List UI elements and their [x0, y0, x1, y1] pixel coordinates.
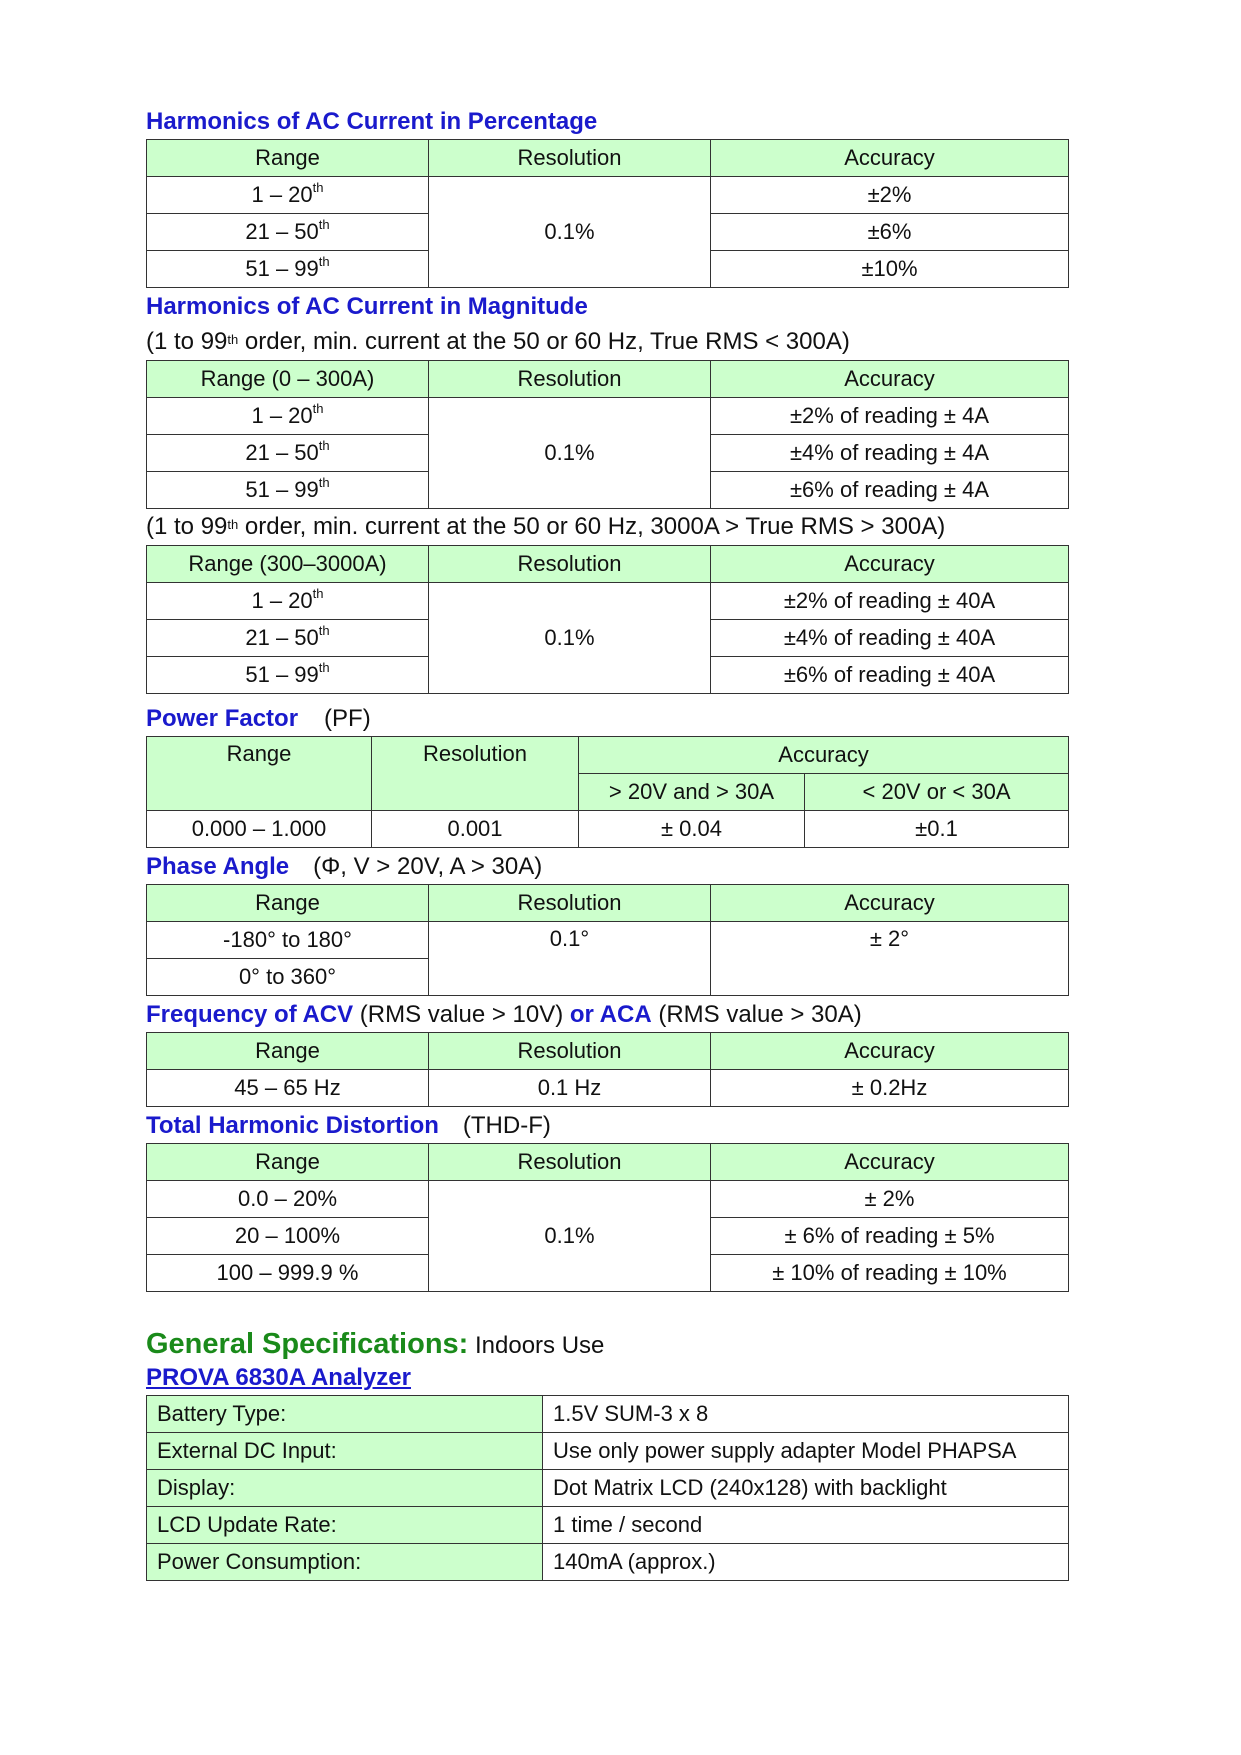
accuracy-cell: ±6% of reading ± 4A — [711, 472, 1069, 509]
accuracy-cell: ± 2° — [711, 922, 1069, 996]
range-cell: 1 – 20th — [147, 398, 429, 435]
accuracy-cell: ±10% — [711, 251, 1069, 288]
table-row — [147, 177, 1069, 214]
table-header-row — [147, 1033, 1069, 1070]
header-cell: Accuracy — [711, 1033, 1069, 1070]
phase-angle-heading: Phase Angle (Φ, V > 20V, A > 30A) — [146, 853, 543, 880]
header-cell: Resolution — [429, 140, 711, 177]
frequency-table — [146, 1032, 1069, 1107]
table-row — [147, 1433, 1069, 1470]
accuracy-cell: ±2% — [711, 177, 1069, 214]
table-header-row — [147, 140, 1069, 177]
table-row — [147, 1544, 1069, 1581]
accuracy-cell: ±4% of reading ± 40A — [711, 620, 1069, 657]
table-row — [147, 1181, 1069, 1218]
header-cell: Range — [147, 737, 372, 811]
table-row — [147, 398, 1069, 435]
resolution-cell: 0.001 — [372, 811, 579, 848]
resolution-cell: 0.1% — [429, 1181, 711, 1292]
accuracy-cell: ±0.1 — [805, 811, 1069, 848]
spec-page — [146, 105, 1068, 1581]
accuracy-cell: ±6% — [711, 214, 1069, 251]
harmonics-percentage-heading: Harmonics of AC Current in Percentage — [146, 108, 598, 135]
table-row — [147, 1507, 1069, 1544]
product-link[interactable]: PROVA 6830A Analyzer — [146, 1364, 411, 1391]
general-specs-heading: General Specifications: Indoors Use — [146, 1328, 605, 1360]
general-specs-table — [146, 1395, 1069, 1581]
range-cell: 0.000 – 1.000 — [147, 811, 372, 848]
table-header-row — [147, 546, 1069, 583]
resolution-cell: 0.1% — [429, 583, 711, 694]
subheader-cell: < 20V or < 30A — [805, 774, 1069, 811]
frequency-heading: Frequency of ACV (RMS value > 10V) or ACA (RMS value > 30A) — [146, 1001, 862, 1028]
spec-value: 1.5V SUM-3 x 8 — [543, 1396, 1069, 1433]
header-cell: Resolution — [429, 885, 711, 922]
accuracy-cell: ± 6% of reading ± 5% — [711, 1218, 1069, 1255]
magnitude-note-high: (1 to 99th order, min. current at the 50 or 60 Hz, 3000A > True RMS > 300A) — [146, 513, 946, 540]
resolution-cell: 0.1 Hz — [429, 1070, 711, 1107]
range-cell: 51 – 99th — [147, 657, 429, 694]
spec-value: 140mA (approx.) — [543, 1544, 1069, 1581]
header-cell: Resolution — [429, 546, 711, 583]
resolution-cell: 0.1° — [429, 922, 711, 996]
range-cell: 0.0 – 20% — [147, 1181, 429, 1218]
accuracy-cell: ± 0.04 — [579, 811, 805, 848]
spec-label: External DC Input: — [147, 1433, 543, 1470]
spec-value: 1 time / second — [543, 1507, 1069, 1544]
header-cell: Accuracy — [579, 737, 1069, 774]
range-cell: 45 – 65 Hz — [147, 1070, 429, 1107]
spec-value: Dot Matrix LCD (240x128) with backlight — [543, 1470, 1069, 1507]
header-cell: Resolution — [372, 737, 579, 811]
header-cell: Resolution — [429, 361, 711, 398]
harmonics-percentage-table — [146, 139, 1069, 288]
header-cell: Accuracy — [711, 1144, 1069, 1181]
accuracy-cell: ±2% of reading ± 4A — [711, 398, 1069, 435]
header-cell: Range — [147, 140, 429, 177]
harmonics-magnitude-low-table — [146, 360, 1069, 509]
header-cell: Accuracy — [711, 140, 1069, 177]
range-cell: 100 – 999.9 % — [147, 1255, 429, 1292]
accuracy-cell: ± 2% — [711, 1181, 1069, 1218]
resolution-cell: 0.1% — [429, 177, 711, 288]
header-cell: Resolution — [429, 1144, 711, 1181]
range-cell: 21 – 50th — [147, 214, 429, 251]
table-header-row — [147, 1144, 1069, 1181]
range-cell: 1 – 20th — [147, 583, 429, 620]
power-factor-table — [146, 736, 1069, 848]
table-row — [147, 811, 1069, 848]
thd-heading: Total Harmonic Distortion (THD-F) — [146, 1112, 551, 1139]
table-row — [147, 1070, 1069, 1107]
header-cell: Range — [147, 1033, 429, 1070]
magnitude-note-low: (1 to 99th order, min. current at the 50 or 60 Hz, True RMS < 300A) — [146, 328, 850, 355]
header-cell: Accuracy — [711, 885, 1069, 922]
harmonics-magnitude-high-table — [146, 545, 1069, 694]
table-row — [147, 1470, 1069, 1507]
accuracy-cell: ±6% of reading ± 40A — [711, 657, 1069, 694]
range-cell: 0° to 360° — [147, 959, 429, 996]
table-header-row — [147, 737, 1069, 774]
spec-value: Use only power supply adapter Model PHAPSA — [543, 1433, 1069, 1470]
accuracy-cell: ±4% of reading ± 4A — [711, 435, 1069, 472]
header-cell: Range (300–3000A) — [147, 546, 429, 583]
resolution-cell: 0.1% — [429, 398, 711, 509]
range-cell: 21 – 50th — [147, 620, 429, 657]
spec-label: Display: — [147, 1470, 543, 1507]
harmonics-magnitude-heading: Harmonics of AC Current in Magnitude — [146, 293, 588, 320]
table-row — [147, 922, 1069, 959]
range-cell: 21 – 50th — [147, 435, 429, 472]
range-cell: 51 – 99th — [147, 251, 429, 288]
header-cell: Range (0 – 300A) — [147, 361, 429, 398]
header-cell: Resolution — [429, 1033, 711, 1070]
thd-table — [146, 1143, 1069, 1292]
table-header-row — [147, 361, 1069, 398]
table-header-row — [147, 885, 1069, 922]
accuracy-cell: ± 10% of reading ± 10% — [711, 1255, 1069, 1292]
phase-angle-table — [146, 884, 1069, 996]
header-cell: Range — [147, 1144, 429, 1181]
header-cell: Range — [147, 885, 429, 922]
range-cell: 20 – 100% — [147, 1218, 429, 1255]
header-cell: Accuracy — [711, 546, 1069, 583]
power-factor-heading: Power Factor (PF) — [146, 705, 371, 732]
spec-label: Power Consumption: — [147, 1544, 543, 1581]
range-cell: 51 – 99th — [147, 472, 429, 509]
subheader-cell: > 20V and > 30A — [579, 774, 805, 811]
header-cell: Accuracy — [711, 361, 1069, 398]
range-cell: 1 – 20th — [147, 177, 429, 214]
table-row — [147, 583, 1069, 620]
table-row — [147, 1396, 1069, 1433]
accuracy-cell: ±2% of reading ± 40A — [711, 583, 1069, 620]
range-cell: -180° to 180° — [147, 922, 429, 959]
spec-label: LCD Update Rate: — [147, 1507, 543, 1544]
accuracy-cell: ± 0.2Hz — [711, 1070, 1069, 1107]
spec-label: Battery Type: — [147, 1396, 543, 1433]
